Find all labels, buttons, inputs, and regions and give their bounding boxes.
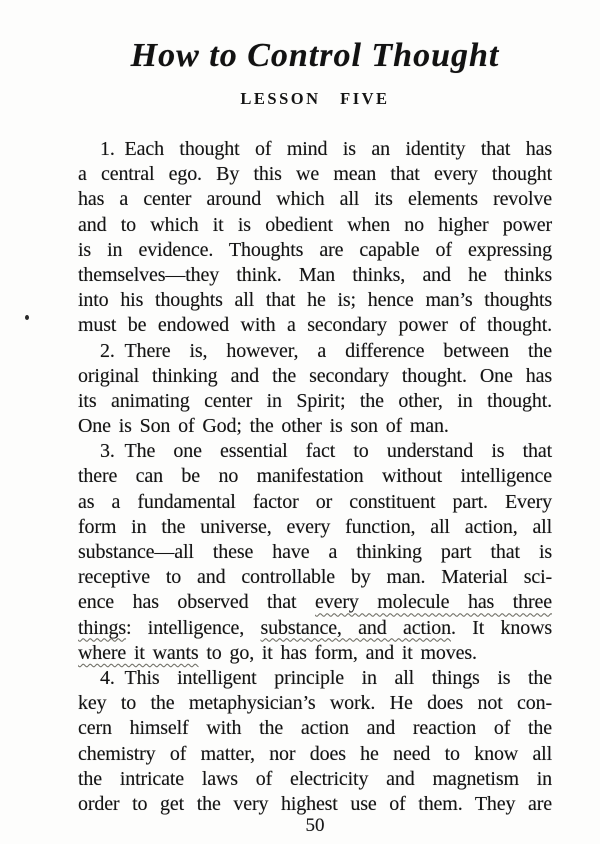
text-line: One is Son of God; the other is son of man. bbox=[78, 415, 449, 438]
text-line: original thinking and the secondary thought. One has bbox=[78, 364, 552, 387]
text-line: chemistry of matter, nor does he need to know all bbox=[78, 742, 552, 765]
text-line: there can be no manifestation without intelligence bbox=[78, 465, 552, 488]
text-line: as a fundamental factor or constituent part. Every bbox=[78, 490, 552, 513]
text-line: must be endowed with a secondary power of thought. bbox=[78, 314, 552, 337]
text-line: is in evidence. Thoughts are capable of expressing bbox=[78, 238, 552, 261]
pencil-underline: things bbox=[78, 616, 126, 639]
text-line: a central ego. By this we mean that every thought bbox=[78, 163, 552, 186]
page-number: 50 bbox=[305, 815, 325, 836]
paragraph bbox=[78, 137, 552, 339]
lesson-heading: LESSON FIVE bbox=[240, 89, 390, 108]
paragraph bbox=[78, 666, 552, 817]
text-line: and to which it is obedient when no higher power bbox=[78, 213, 552, 236]
page-header bbox=[78, 36, 552, 108]
text-line: the intricate laws of electricity and magnetism in bbox=[78, 767, 552, 790]
pencil-underline: where it wants bbox=[78, 641, 199, 664]
text-line: 1. Each thought of mind is an identity that has bbox=[100, 138, 552, 160]
text-line: cern himself with the action and reaction of the bbox=[78, 717, 552, 740]
text-line: order to get the very highest use of them. They are bbox=[78, 792, 552, 815]
body-text bbox=[78, 137, 552, 817]
text-line: themselves—they think. Man thinks, and he thinks bbox=[78, 263, 552, 286]
text-line: 2. There is, however, a difference between the bbox=[100, 339, 552, 362]
pencil-underline: every molecule has three bbox=[315, 591, 552, 614]
text-line: things: intelligence, substance, and action. It knows bbox=[78, 616, 552, 639]
text-line: key to the metaphysician’s work. He does not con- bbox=[78, 692, 552, 715]
paragraph bbox=[78, 439, 552, 666]
text-line: substance—all these have a thinking part that is bbox=[78, 541, 552, 563]
margin-ink-dot bbox=[25, 315, 29, 320]
text-line: form in the universe, every function, all action, all bbox=[78, 515, 552, 538]
text-line: has a center around which all its elements revolve bbox=[78, 188, 552, 211]
text-line: where it wants to go, it has form, and it moves. bbox=[78, 641, 477, 664]
page-title: How to Control Thought bbox=[130, 37, 500, 74]
pencil-underline: substance, and action bbox=[260, 616, 451, 639]
text-line: receptive to and controllable by man. Material sci- bbox=[78, 566, 552, 589]
text-line: 4. This intelligent principle in all things is the bbox=[100, 666, 552, 689]
text-line: into his thoughts all that he is; hence man’s thoughts bbox=[78, 289, 552, 312]
text-line: ence has observed that every molecule has three bbox=[78, 591, 552, 614]
text-line: 3. The one essential fact to understand is that bbox=[100, 440, 552, 463]
paragraph bbox=[78, 339, 552, 440]
text-line: its animating center in Spirit; the other, in thought. bbox=[78, 389, 552, 412]
